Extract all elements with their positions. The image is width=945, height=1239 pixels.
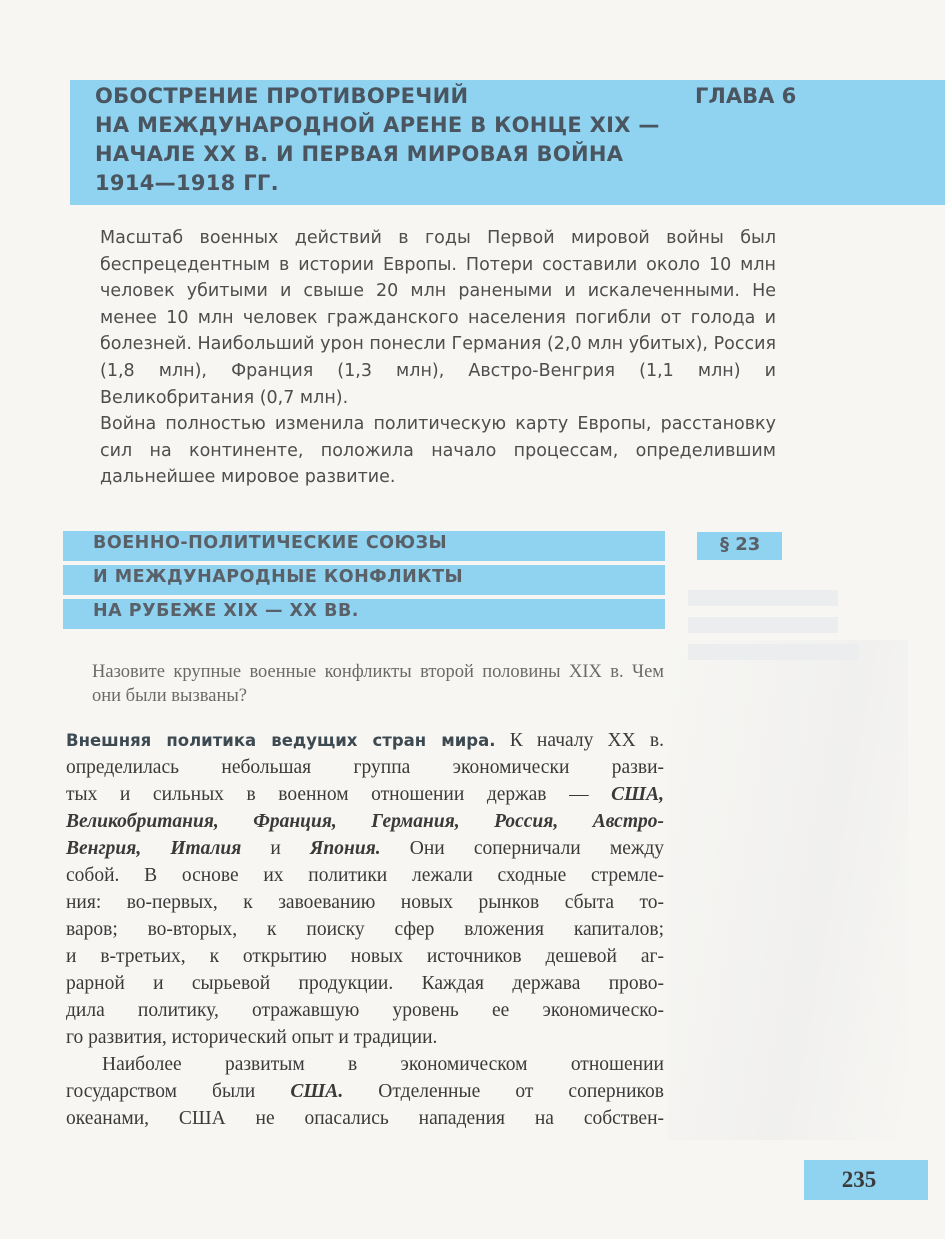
section-title-line-2: И МЕЖДУНАРОДНЫЕ КОНФЛИКТЫ (93, 567, 464, 587)
body-line: и в-третьих, к открытию новых источников дешевой аг- (66, 946, 664, 967)
body-text-span: К началу XX в. (495, 730, 664, 751)
intro-paragraph-1: Масштаб военных действий в годы Первой мировой войны был беспрецедентным в истории Европы. Потери составили около 10 млн человек убитыми и свыше 20 млн ранеными и искалеченными. Не менее 10 млн человек гражданского населения погибли от голода и болезней. Наибольший урон понесли Германия (2,0 млн убитых), Россия (1,8 млн), Франция (1,3 млн), Австро-Венгрия (1,1 млн) и Великобритания (0,7 млн). (100, 228, 776, 408)
country-term: США, (611, 784, 664, 805)
country-term: Венгрия, Италия (66, 838, 242, 859)
body-text-span: и (241, 838, 310, 859)
section-title-line-3: НА РУБЕЖЕ XIX — XX ВВ. (93, 601, 359, 621)
body-line: океанами, США не опасались нападения на собствен- (66, 1108, 664, 1129)
page-number: 235 (841, 1167, 877, 1192)
body-line: дила политику, отражавшую уровень ее экономическо- (66, 1000, 664, 1021)
intro-paragraph-2: Война полностью изменила политическую карту Европы, расстановку сил на континенте, положила начало процессам, определившим дальнейшее мировое развитие. (100, 414, 776, 488)
country-term: США. (290, 1081, 344, 1102)
body-line: рарной и сырьевой продукции. Каждая держава прово- (66, 973, 664, 994)
body-text (66, 727, 664, 1132)
body-line (66, 835, 664, 862)
chapter-intro (100, 225, 776, 491)
body-line (66, 808, 664, 835)
body-text-span: тых и сильных в военном отношении держав — (66, 784, 612, 805)
body-line: ния: во-первых, к завоеванию новых рынков сбыта то- (66, 892, 664, 913)
faded-margin-line (688, 590, 838, 606)
body-line: варов; во-вторых, к поиску сфер вложения капиталов; (66, 919, 664, 940)
review-question: Назовите крупные военные конфликты второй половины XIX в. Чем они были вызваны? (92, 662, 664, 706)
body-text-span: Они соперничали между (380, 838, 665, 859)
body-line: определилась небольшая группа экономически разви- (66, 757, 664, 778)
faded-margin-line (688, 644, 858, 660)
paragraph-label: § 23 (720, 534, 761, 555)
subsection-heading: Внешняя политика ведущих стран мира. (66, 731, 496, 750)
chapter-title-line-2: НА МЕЖДУНАРОДНОЙ АРЕНЕ В КОНЦЕ XIX — (95, 113, 660, 137)
chapter-title-line-1: ОБОСТРЕНИЕ ПРОТИВОРЕЧИЙ (95, 84, 469, 108)
country-term: Япония. (310, 838, 381, 859)
chapter-title-line-3: НАЧАЛЕ XX В. И ПЕРВАЯ МИРОВАЯ ВОЙНА (95, 142, 624, 166)
body-line: го развития, исторический опыт и традиции. (66, 1027, 438, 1048)
body-line (66, 727, 664, 754)
body-text-span: Отделенные от соперников (343, 1081, 664, 1102)
chapter-label: ГЛАВА 6 (695, 84, 797, 108)
body-line: Наиболее развитым в экономическом отношении (102, 1054, 664, 1075)
section-title-line-1: ВОЕННО-ПОЛИТИЧЕСКИЕ СОЮЗЫ (93, 533, 448, 553)
body-line (66, 1078, 664, 1105)
body-line (66, 781, 664, 808)
faded-margin-line (688, 617, 838, 633)
country-term: Великобритания, Франция, Германия, Россия, Австро- (66, 811, 664, 832)
body-text-span: государством были (66, 1081, 291, 1102)
chapter-title-line-4: 1914—1918 ГГ. (95, 171, 279, 195)
chapter-title (95, 82, 695, 198)
page-shadow (668, 640, 908, 1140)
body-line: собой. В основе их политики лежали сходные стремле- (66, 865, 664, 886)
